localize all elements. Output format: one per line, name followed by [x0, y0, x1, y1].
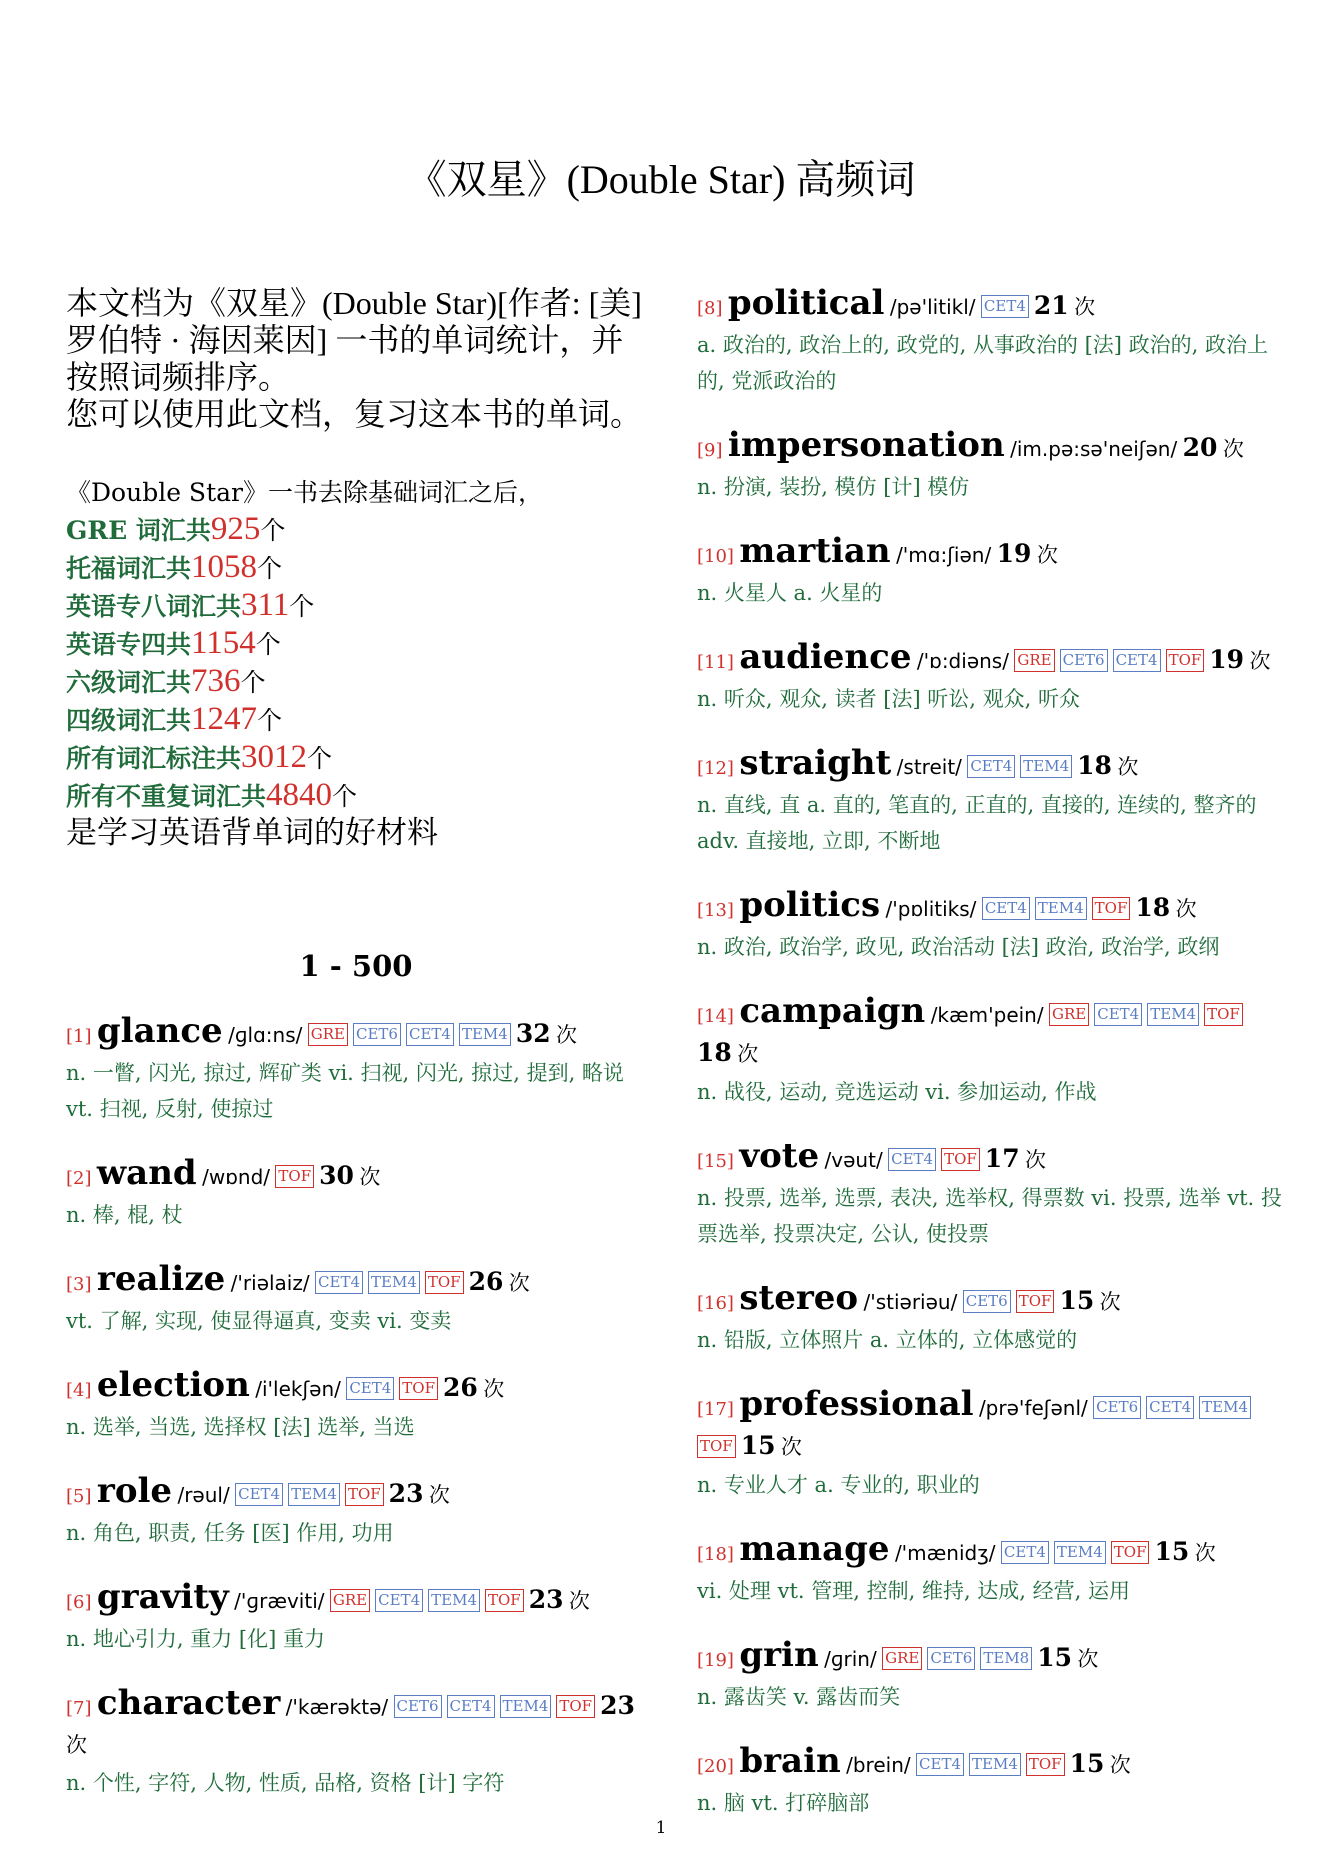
- entry-index: [11]: [697, 652, 734, 673]
- exam-tag: TOF: [399, 1377, 438, 1400]
- entry-count: 15: [740, 1431, 776, 1460]
- word-entry: [697, 745, 1282, 859]
- exam-tag: CET4: [981, 295, 1029, 318]
- entry-definition: n. 战役, 运动, 竞选运动 vi. 参加运动, 作战: [697, 1080, 1097, 1104]
- exam-tag: TOF: [556, 1695, 595, 1718]
- entry-index: [10]: [697, 546, 734, 567]
- word-entry: [66, 1473, 646, 1551]
- stat-suffix: 个: [289, 592, 315, 621]
- entry-count: 15: [1037, 1643, 1073, 1672]
- word-entry: [697, 1637, 1282, 1715]
- entry-word: impersonation: [727, 425, 1005, 465]
- stat-number: 4840: [266, 777, 333, 813]
- entry-head: [66, 1579, 646, 1621]
- entry-count: 23: [388, 1479, 424, 1508]
- stats-lead: 《Double Star》一书去除基础词汇之后，: [66, 478, 543, 507]
- entry-count: 17: [984, 1144, 1020, 1173]
- entry-count: 20: [1182, 433, 1218, 462]
- word-entry: [697, 1743, 1282, 1821]
- entry-count: 26: [468, 1267, 504, 1296]
- entry-count-unit: 次: [1249, 649, 1271, 673]
- entry-phonetic: /'kærəktə/: [285, 1695, 389, 1719]
- entry-index: [9]: [697, 440, 723, 461]
- entry-count-unit: 次: [568, 1589, 590, 1613]
- entry-count: 32: [515, 1019, 551, 1048]
- entry-word: stereo: [739, 1278, 859, 1318]
- entry-count-unit: 次: [1077, 1647, 1099, 1671]
- entry-definition: n. 棒, 棍, 杖: [66, 1203, 183, 1227]
- exam-tag: CET4: [916, 1753, 964, 1776]
- entry-word: gravity: [96, 1577, 229, 1617]
- entry-word: wand: [96, 1153, 197, 1193]
- entry-phonetic: /prə'feʃənl/: [978, 1396, 1088, 1420]
- entry-word: straight: [739, 743, 892, 783]
- entry-index: [6]: [66, 1592, 92, 1613]
- exam-tag: CET6: [353, 1023, 401, 1046]
- stat-label: 英语专八词汇共: [66, 592, 242, 621]
- word-entry: [66, 1367, 646, 1445]
- entry-count: 21: [1033, 291, 1069, 320]
- entry-index: [14]: [697, 1006, 734, 1027]
- word-entry: [697, 1138, 1282, 1252]
- entry-index: [19]: [697, 1650, 734, 1671]
- entry-definition: n. 个性, 字符, 人物, 性质, 品格, 资格 [计] 字符: [66, 1771, 505, 1795]
- entry-count: 15: [1059, 1286, 1095, 1315]
- word-entry: [697, 887, 1282, 965]
- entry-count-unit: 次: [1036, 543, 1058, 567]
- entry-head: [66, 1155, 646, 1197]
- entry-head: [697, 285, 1282, 327]
- exam-tag: TOF: [345, 1483, 384, 1506]
- entry-index: [4]: [66, 1380, 92, 1401]
- entry-count: 18: [1077, 751, 1112, 780]
- entry-phonetic: /vəut/: [824, 1148, 883, 1172]
- stat-number: 311: [241, 587, 290, 623]
- entry-definition: n. 专业人才 a. 专业的, 职业的: [697, 1473, 980, 1497]
- entry-phonetic: /pə'litikl/: [889, 295, 976, 319]
- entry-head: [66, 1261, 646, 1303]
- entry-definition: n. 听众, 观众, 读者 [法] 听讼, 观众, 听众: [697, 687, 1081, 711]
- word-entry: [66, 1155, 646, 1233]
- entry-phonetic: /brein/: [846, 1753, 911, 1777]
- exam-tag: GRE: [1049, 1003, 1089, 1026]
- entry-phonetic: /im.pə:sə'neiʃən/: [1010, 437, 1178, 461]
- entry-phonetic: /'riəlaiz/: [230, 1271, 310, 1295]
- exam-tag: TEM4: [1199, 1396, 1251, 1419]
- entry-count: 15: [1154, 1537, 1190, 1566]
- entry-phonetic: /'stiəriəu/: [863, 1290, 958, 1314]
- entry-head: [697, 887, 1282, 929]
- entry-phonetic: /'ɒ:diəns/: [916, 649, 1009, 673]
- stat-suffix: 个: [307, 744, 333, 773]
- stat-number: 1058: [191, 549, 258, 585]
- entry-count-unit: 次: [1109, 1753, 1131, 1777]
- entry-word: political: [727, 283, 885, 323]
- entry-count-unit: 次: [483, 1377, 505, 1401]
- exam-tag: GRE: [308, 1023, 348, 1046]
- entry-head: [66, 1013, 646, 1055]
- entry-word: audience: [739, 637, 912, 677]
- stat-label: GRE 词汇共: [66, 516, 211, 545]
- exam-tag: CET4: [1001, 1541, 1049, 1564]
- entry-phonetic: /ɡrin/: [824, 1647, 877, 1671]
- entry-head: [697, 1386, 1282, 1467]
- entry-phonetic: /kæm'pein/: [930, 1003, 1044, 1027]
- intro-paragraph: 本文档为《双星》(Double Star)[作者: [美] 罗伯特 · 海因莱因] 一书的单词统计，并按照词频排序。 您可以使用此文档，复习这本书的单词。: [66, 285, 643, 432]
- entry-count-unit: 次: [508, 1271, 530, 1295]
- entry-word: election: [96, 1365, 250, 1405]
- entry-head: [66, 1685, 646, 1765]
- entry-index: [8]: [697, 298, 723, 319]
- exam-tag: TOF: [275, 1165, 314, 1188]
- exam-tag: CET4: [888, 1148, 936, 1171]
- entry-word: brain: [739, 1741, 841, 1781]
- exam-tag: TOF: [941, 1148, 980, 1171]
- entry-phonetic: /'pɒlitiks/: [885, 897, 977, 921]
- left-column: [66, 285, 646, 1829]
- exam-tag: TEM4: [459, 1023, 511, 1046]
- entry-head: [697, 427, 1282, 469]
- word-entry: [697, 993, 1282, 1110]
- entry-phonetic: /'ɡræviti/: [234, 1589, 325, 1613]
- exam-tag: GRE: [1014, 649, 1054, 672]
- stat-label: 六级词汇共: [66, 668, 192, 697]
- entry-index: [15]: [697, 1151, 734, 1172]
- entry-count-unit: 次: [1194, 1541, 1216, 1565]
- word-entry: [697, 1386, 1282, 1503]
- entry-definition: n. 火星人 a. 火星的: [697, 581, 883, 605]
- entry-word: glance: [96, 1011, 223, 1051]
- entry-definition: n. 政治, 政治学, 政见, 政治活动 [法] 政治, 政治学, 政纲: [697, 935, 1220, 959]
- exam-tag: TEM4: [368, 1271, 420, 1294]
- entry-phonetic: /i'lekʃən/: [255, 1377, 341, 1401]
- entry-definition: n. 投票, 选举, 选票, 表决, 选举权, 得票数 vi. 投票, 选举 vt. 投票选举, 投票决定, 公认, 使投票: [697, 1186, 1282, 1246]
- entry-word: role: [96, 1471, 173, 1511]
- entry-definition: n. 一瞥, 闪光, 掠过, 辉矿类 vi. 扫视, 闪光, 掠过, 提到, 略说 vt. 扫视, 反射, 使掠过: [66, 1061, 624, 1121]
- entry-head: [697, 1743, 1282, 1785]
- entry-word: vote: [739, 1136, 820, 1176]
- entry-head: [697, 993, 1282, 1074]
- entry-definition: n. 选举, 当选, 选择权 [法] 选举, 当选: [66, 1415, 415, 1439]
- document-title: 《双星》(Double Star) 高频词: [406, 157, 916, 202]
- stats-block: [66, 475, 646, 851]
- exam-tag: TOF: [1166, 649, 1205, 672]
- exam-tag: CET4: [406, 1023, 454, 1046]
- word-entry: [66, 1685, 646, 1801]
- stat-suffix: 个: [260, 516, 286, 545]
- exam-tag: TEM4: [288, 1483, 340, 1506]
- entry-count: 23: [528, 1585, 564, 1614]
- exam-tag: TOF: [425, 1271, 464, 1294]
- exam-tag: CET4: [315, 1271, 363, 1294]
- entry-count: 18: [697, 1038, 732, 1067]
- entry-definition: n. 露齿笑 v. 露齿而笑: [697, 1685, 901, 1709]
- exam-tag: CET6: [1060, 649, 1108, 672]
- word-entry: [66, 1013, 646, 1127]
- exam-tag: CET6: [1093, 1396, 1141, 1419]
- entry-definition: n. 直线, 直 a. 直的, 笔直的, 正直的, 直接的, 连续的, 整齐的 adv. 直接地, 立即, 不断地: [697, 793, 1257, 853]
- entry-head: [697, 533, 1282, 575]
- page-number: 1: [655, 1818, 667, 1838]
- entry-count-unit: 次: [359, 1165, 381, 1189]
- exam-tag: TEM4: [1054, 1541, 1106, 1564]
- exam-tag: CET6: [963, 1290, 1011, 1313]
- entry-count: 19: [1209, 645, 1245, 674]
- exam-tag: TOF: [1111, 1541, 1150, 1564]
- word-list-left: [66, 1013, 646, 1801]
- entry-definition: n. 角色, 职责, 任务 [医] 作用, 功用: [66, 1521, 394, 1545]
- entry-count-unit: 次: [1099, 1290, 1121, 1314]
- exam-tag: TEM4: [1147, 1003, 1199, 1026]
- entry-definition: vt. 了解, 实现, 使显得逼真, 变卖 vi. 变卖: [66, 1309, 452, 1333]
- stat-suffix: 个: [255, 630, 281, 659]
- exam-tag: CET4: [235, 1483, 283, 1506]
- exam-tag: CET4: [447, 1695, 495, 1718]
- entry-count: 26: [443, 1373, 478, 1402]
- entry-index: [18]: [697, 1544, 734, 1565]
- exam-tag: GRE: [330, 1589, 370, 1612]
- entry-definition: vi. 处理 vt. 管理, 控制, 维持, 达成, 经营, 运用: [697, 1579, 1131, 1603]
- entry-count-unit: 次: [1175, 897, 1197, 921]
- exam-tag: TEM4: [1020, 755, 1072, 778]
- entry-count-unit: 次: [428, 1483, 450, 1507]
- entry-word: character: [96, 1683, 281, 1723]
- entry-definition: n. 地心引力, 重力 [化] 重力: [66, 1627, 325, 1651]
- stat-row: [66, 777, 646, 815]
- exam-tag: CET4: [967, 755, 1015, 778]
- entry-head: [697, 1637, 1282, 1679]
- stats-closing: 是学习英语背单词的好材料: [66, 815, 438, 851]
- entry-index: [16]: [697, 1293, 734, 1314]
- stat-row: [66, 549, 646, 587]
- entry-head: [697, 745, 1282, 787]
- entry-word: martian: [739, 531, 891, 571]
- entry-definition: n. 铅版, 立体照片 a. 立体的, 立体感觉的: [697, 1328, 1078, 1352]
- exam-tag: TOF: [697, 1435, 736, 1458]
- entry-count-unit: 次: [1025, 1148, 1046, 1172]
- entry-count: 15: [1069, 1749, 1105, 1778]
- entry-word: manage: [739, 1529, 890, 1569]
- entry-index: [17]: [697, 1399, 734, 1420]
- entry-count: 23: [600, 1691, 635, 1720]
- stat-label: 所有词汇标注共: [66, 744, 242, 773]
- stats-rows: [66, 511, 646, 815]
- stat-label: 英语专四共: [66, 630, 192, 659]
- stat-row: [66, 663, 646, 701]
- exam-tag: TOF: [1092, 897, 1131, 920]
- stat-number: 736: [191, 663, 241, 699]
- entry-definition: n. 扮演, 装扮, 模仿 [计] 模仿: [697, 475, 970, 499]
- entry-count-unit: 次: [780, 1435, 802, 1459]
- word-entry: [66, 1579, 646, 1657]
- word-entry: [697, 533, 1282, 611]
- exam-tag: CET4: [346, 1377, 394, 1400]
- entry-phonetic: /'mɑ:ʃiən/: [896, 543, 992, 567]
- word-entry: [697, 1531, 1282, 1609]
- exam-tag: CET6: [927, 1647, 975, 1670]
- entry-count-unit: 次: [66, 1733, 87, 1757]
- entry-count: 18: [1135, 893, 1171, 922]
- entry-count-unit: 次: [1222, 437, 1244, 461]
- stat-suffix: 个: [332, 782, 358, 811]
- exam-tag: CET4: [1113, 649, 1161, 672]
- entry-index: [13]: [697, 900, 734, 921]
- entry-head: [697, 1531, 1282, 1573]
- entry-index: [2]: [66, 1168, 92, 1189]
- exam-tag: CET4: [1094, 1003, 1142, 1026]
- exam-tag: TEM4: [969, 1753, 1021, 1776]
- entry-head: [66, 1473, 646, 1515]
- entry-index: [7]: [66, 1698, 92, 1719]
- entry-word: grin: [739, 1635, 819, 1675]
- exam-tag: TEM8: [980, 1647, 1032, 1670]
- word-entry: [66, 1261, 646, 1339]
- stat-row: [66, 701, 646, 739]
- entry-head: [697, 639, 1282, 681]
- exam-tag: TOF: [1026, 1753, 1065, 1776]
- entry-count: 30: [319, 1161, 354, 1190]
- entry-definition: n. 脑 vt. 打碎脑部: [697, 1791, 870, 1815]
- entry-count-unit: 次: [1074, 295, 1096, 319]
- entry-phonetic: /wɒnd/: [202, 1165, 271, 1189]
- stat-number: 925: [210, 511, 261, 547]
- right-column: [697, 285, 1282, 1849]
- entry-index: [1]: [66, 1026, 92, 1047]
- stat-row: [66, 739, 646, 777]
- exam-tag: TOF: [485, 1589, 524, 1612]
- entry-count-unit: 次: [1117, 755, 1139, 779]
- entry-index: [3]: [66, 1274, 92, 1295]
- stat-suffix: 个: [257, 706, 283, 735]
- exam-tag: GRE: [882, 1647, 922, 1670]
- entry-index: [12]: [697, 758, 734, 779]
- entry-head: [697, 1280, 1282, 1322]
- stat-number: 3012: [241, 739, 308, 775]
- exam-tag: TEM4: [500, 1695, 552, 1718]
- exam-tag: CET4: [982, 897, 1030, 920]
- stat-label: 所有不重复词汇共: [66, 782, 267, 811]
- stat-number: 1154: [191, 625, 256, 661]
- stat-row: [66, 511, 646, 549]
- entry-count-unit: 次: [737, 1042, 759, 1066]
- word-entry: [697, 1280, 1282, 1358]
- stat-label: 托福词汇共: [66, 554, 192, 583]
- word-entry: [697, 427, 1282, 505]
- stat-suffix: 个: [257, 554, 283, 583]
- entry-count-unit: 次: [556, 1023, 578, 1047]
- entry-word: professional: [739, 1384, 974, 1424]
- entry-index: [20]: [697, 1756, 734, 1777]
- entry-phonetic: /rəul/: [177, 1483, 230, 1507]
- exam-tag: CET4: [1146, 1396, 1194, 1419]
- entry-phonetic: /streit/: [896, 755, 962, 779]
- word-list-right: [697, 285, 1282, 1821]
- exam-tag: TEM4: [428, 1589, 480, 1612]
- word-entry: [697, 285, 1282, 399]
- entry-head: [697, 1138, 1282, 1180]
- entry-definition: a. 政治的, 政治上的, 政党的, 从事政治的 [法] 政治的, 政治上的, 党派政治的: [697, 333, 1269, 393]
- entry-word: realize: [96, 1259, 226, 1299]
- entry-count: 19: [996, 539, 1032, 568]
- entry-word: campaign: [739, 991, 926, 1031]
- entry-head: [66, 1367, 646, 1409]
- entry-index: [5]: [66, 1486, 92, 1507]
- entry-phonetic: /'mænidʒ/: [894, 1541, 996, 1565]
- exam-tag: CET6: [394, 1695, 442, 1718]
- range-heading: 1 - 500: [299, 949, 413, 983]
- exam-tag: TOF: [1204, 1003, 1243, 1026]
- exam-tag: TOF: [1016, 1290, 1055, 1313]
- exam-tag: TEM4: [1035, 897, 1087, 920]
- stat-number: 1247: [191, 701, 258, 737]
- exam-tag: CET4: [375, 1589, 423, 1612]
- stat-row: [66, 625, 646, 663]
- stat-label: 四级词汇共: [66, 706, 192, 735]
- stat-row: [66, 587, 646, 625]
- stat-suffix: 个: [240, 668, 266, 697]
- entry-word: politics: [739, 885, 881, 925]
- word-entry: [697, 639, 1282, 717]
- entry-phonetic: /ɡlɑ:ns/: [228, 1023, 303, 1047]
